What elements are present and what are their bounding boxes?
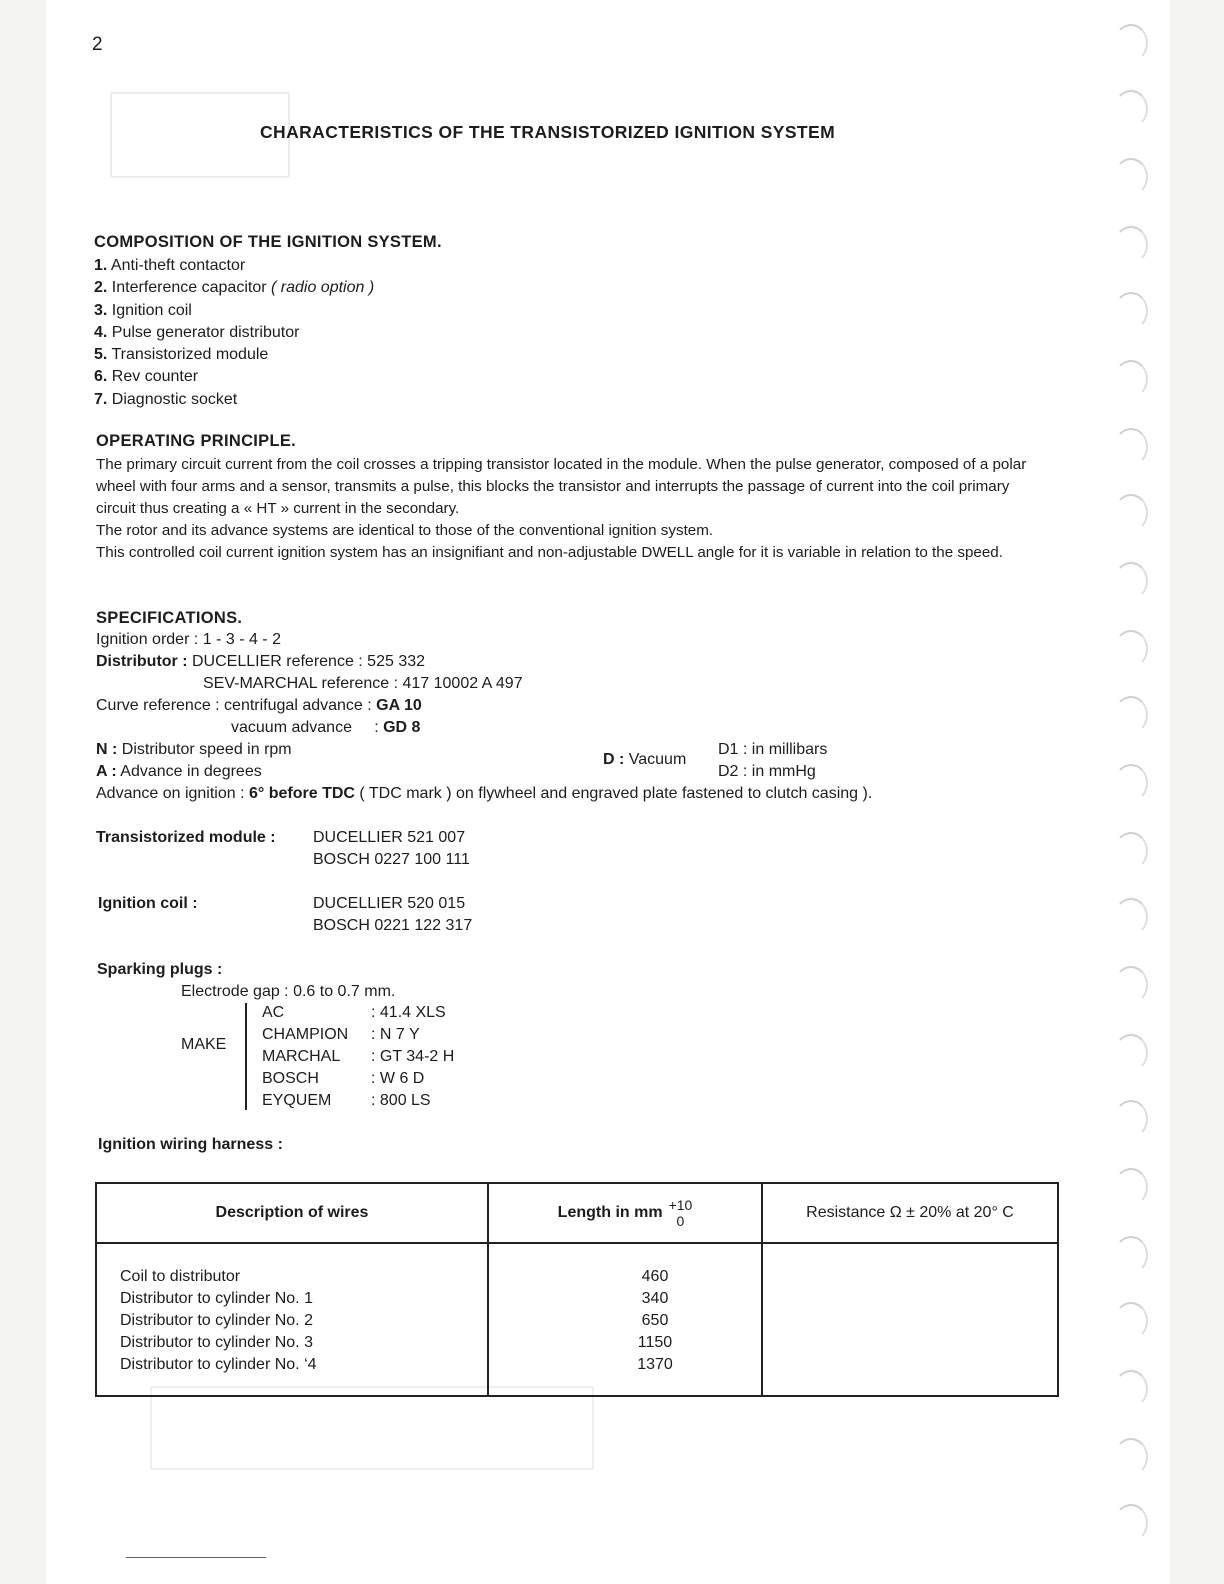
curve-vacuum-line: vacuum advance : GD 8 [231,719,421,736]
make-bracket-bar [245,1003,247,1110]
operating-paragraph-2: The rotor and its advance systems are identical to those of the conventional ignition system. [96,522,714,539]
d2-legend: D2 : in mmHg [718,763,816,780]
description-cell [96,1243,488,1396]
list-item: 4. Pulse generator distributor [94,323,300,341]
wire-description: Distributor to cylinder No. 3 [120,1334,313,1351]
list-item: 7. Diagnostic socket [94,390,238,408]
harness-label: Ignition wiring harness : [98,1136,283,1153]
wire-description: Distributor to cylinder No. 2 [120,1312,313,1329]
distributor-sev-line: SEV-MARCHAL reference : 417 10002 A 497 [203,675,523,692]
make-ref: : W 6 D [371,1070,425,1087]
column-header-description: Description of wires [96,1183,488,1243]
binder-hole [1114,696,1148,734]
distributor-line: Distributor : DUCELLIER reference : 525 332 [96,653,426,670]
specifications-heading: SPECIFICATIONS. [96,609,243,627]
curve-line: Curve reference : centrifugal advance : GA 10 [96,697,422,714]
list-item: 6. Rev counter [94,368,199,386]
d1-legend: D1 : in millibars [718,741,828,758]
advance-line: Advance on ignition : 6° before TDC ( TDC mark ) on flywheel and engraved plate fastened to clutch casing ). [96,785,873,802]
binder-holes [1108,0,1168,1584]
binder-hole [1114,90,1148,128]
bleed-through-box [150,1386,594,1470]
coil-label: Ignition coil : [98,895,198,912]
make-brand: AC [262,1004,285,1021]
binder-hole [1114,360,1148,398]
binder-hole [1114,1236,1148,1274]
make-brand: CHAMPION [262,1026,349,1043]
binder-hole [1114,1034,1148,1072]
binder-hole [1114,226,1148,264]
wire-length: 1370 [637,1356,673,1373]
module-ref-2: BOSCH 0227 100 111 [313,851,470,868]
wire-length: 460 [641,1268,669,1285]
binder-hole [1114,832,1148,870]
binder-hole [1114,630,1148,668]
coil-ref-1: DUCELLIER 520 015 [313,895,466,912]
wire-description: Distributor to cylinder No. ‘4 [120,1356,317,1373]
length-cell [488,1243,762,1396]
binder-hole [1114,158,1148,196]
binder-hole [1114,494,1148,532]
column-header-length: Length in mm +10 0 [488,1183,762,1243]
make-ref: : GT 34-2 H [371,1048,455,1065]
binder-hole [1114,898,1148,936]
module-ref-1: DUCELLIER 521 007 [313,829,466,846]
binder-hole [1114,1504,1148,1542]
n-legend: N : Distributor speed in rpm [96,741,292,758]
resistance-cell [762,1243,1058,1396]
list-item: 2. Interference capacitor ( radio option ) [94,279,375,297]
composition-heading: COMPOSITION OF THE IGNITION SYSTEM. [94,233,442,251]
binder-hole [1114,562,1148,600]
column-header-resistance: Resistance Ω ± 20% at 20° C [762,1183,1058,1243]
footer-rule [126,1557,266,1558]
length-tolerance: +10 0 [668,1197,693,1229]
make-ref: : N 7 Y [371,1026,420,1043]
table-row [96,1243,1058,1396]
binder-hole [1114,24,1148,62]
binder-hole [1114,1100,1148,1138]
list-item: 5. Transistorized module [94,346,269,364]
binder-hole [1114,1168,1148,1206]
wire-length: 340 [641,1290,669,1307]
binder-hole [1114,428,1148,466]
binder-hole [1114,292,1148,330]
list-item: 3. Ignition coil [94,301,192,319]
make-brand: MARCHAL [262,1048,341,1065]
harness-table [95,1182,1059,1397]
operating-heading: OPERATING PRINCIPLE. [96,432,297,450]
make-brand: EYQUEM [262,1092,332,1109]
make-label: MAKE [181,1036,227,1053]
wire-length: 1150 [637,1334,673,1351]
page-number: 2 [92,34,103,55]
binder-hole [1114,1302,1148,1340]
binder-hole [1114,1370,1148,1408]
operating-paragraph-1: The primary circuit current from the coil crosses a tripping transistor located in the module. When the pulse generator, composed of a polar wheel with four arms and a sensor, transmits a pulse, this blocks the transistor and interrupts the passage of current into the coil primary circuit thus creating a « HT » current in the secondary. [96,456,1027,517]
plugs-label: Sparking plugs : [97,961,223,978]
wire-description: Coil to distributor [120,1268,241,1285]
wire-length: 650 [641,1312,669,1329]
binder-hole [1114,966,1148,1004]
list-item: 1. Anti-theft contactor [94,257,246,274]
make-brand: BOSCH [262,1070,319,1087]
binder-hole [1114,1438,1148,1476]
electrode-gap: Electrode gap : 0.6 to 0.7 mm. [181,983,396,1000]
binder-hole [1114,764,1148,802]
page-title: CHARACTERISTICS OF THE TRANSISTORIZED IGNITION SYSTEM [260,122,836,142]
make-ref: : 800 LS [371,1092,431,1109]
coil-ref-2: BOSCH 0221 122 317 [313,917,473,934]
make-ref: : 41.4 XLS [371,1004,446,1021]
ignition-order: Ignition order : 1 - 3 - 4 - 2 [96,631,281,648]
wire-description: Distributor to cylinder No. 1 [120,1290,313,1307]
operating-paragraph-3: This controlled coil current ignition system has an insignifiant and non-adjustable DWELL angle for it is variable in relation to the speed. [96,544,1003,561]
composition-list [94,255,374,411]
module-label: Transistorized module : [96,829,276,846]
d-legend: D : Vacuum [603,751,687,768]
a-legend: A : Advance in degrees [96,763,262,780]
